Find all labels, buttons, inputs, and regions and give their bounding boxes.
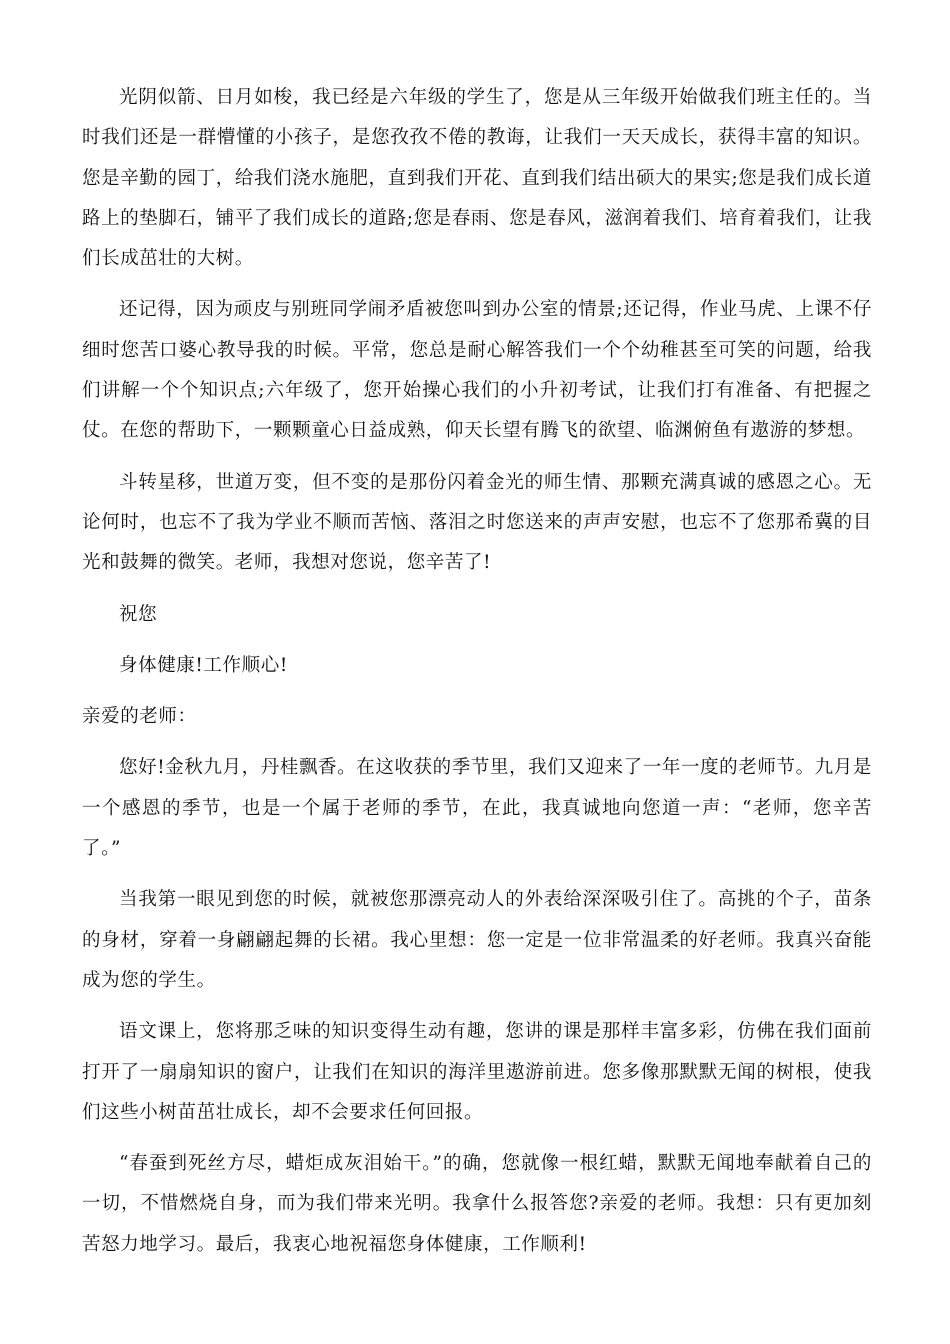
document-body [82,78,872,1276]
paragraph-red-candle: “春蚕到死丝方尽，蜡炬成灰泪始干。”的确，您就像一根红蜡，默默无闻地奉献着自己的一切，不惜燃烧自身，而为我们带来光明。我拿什么报答您?亲爱的老师。我想：只有更加刻苦怒力地学习。最后，我衷心地祝福您身体健康，工作顺利! [82,1153,872,1255]
paragraph-growth-memories: 光阴似箭、日月如梭，我已经是六年级的学生了，您是从三年级开始做我们班主任的。当时我们还是一群懵懂的小孩子，是您孜孜不倦的教诲，让我们一天天成长，获得丰富的知识。您是辛勤的园丁，给我们浇水施肥，直到我们开花、直到我们结出硕大的果实;您是我们成长道路上的垫脚石，铺平了我们成长的道路;您是春雨、您是春风，滋润着我们、培育着我们，让我们长成茁壮的大树。 [82,87,872,270]
closing-wish: 祝您 [119,603,158,625]
letter-salutation: 亲爱的老师： [82,706,197,728]
paragraph-chinese-class: 语文课上，您将那乏味的知识变得生动有趣，您讲的课是那样丰富多彩，仿佛在我们面前打开了一扇扇知识的窗户，让我们在知识的海洋里遨游前进。您多像那默默无闻的树根，使我们这些小树苗茁壮成长，却不会要求任何回报。 [82,1021,872,1123]
paragraph-teachers-day: 您好!金秋九月，丹桂飘香。在这收获的季节里，我们又迎来了一年一度的老师节。九月是一个感恩的季节，也是一个属于老师的季节，在此，我真诚地向您道一声：“老师，您辛苦了。” [82,757,872,860]
paragraph-gratitude: 斗转星移，世道万变，但不变的是那份闪着金光的师生情、那颗充满真诚的感恩之心。无论何时，也忘不了我为学业不顺而苦恼、落泪之时您送来的声声安慰，也忘不了您那希冀的目光和鼓舞的微笑。老师，我想对您说，您辛苦了! [82,471,872,574]
paragraph-first-impression: 当我第一眼见到您的时候，就被您那漂亮动人的外表给深深吸引住了。高挑的个子，苗条的身材，穿着一身翩翩起舞的长裙。我心里想：您一定是一位非常温柔的好老师。我真兴奋能成为您的学生。 [82,889,872,991]
paragraph-remember-teachings: 还记得，因为顽皮与别班同学闹矛盾被您叫到办公室的情景;还记得，作业马虎、上课不仔细时您苦口婆心教导我的时候。平常，您总是耐心解答我们一个个幼稚甚至可笑的问题，给我们讲解一个个知识点;六年级了，您开始操心我们的小升初考试，让我们打有准备、有把握之仗。在您的帮助下，一颗颗童心日益成熟，仰天长望有腾飞的欲望、临渊俯鱼有遨游的梦想。 [82,299,872,442]
closing-blessing: 身体健康!工作顺心! [119,654,288,676]
